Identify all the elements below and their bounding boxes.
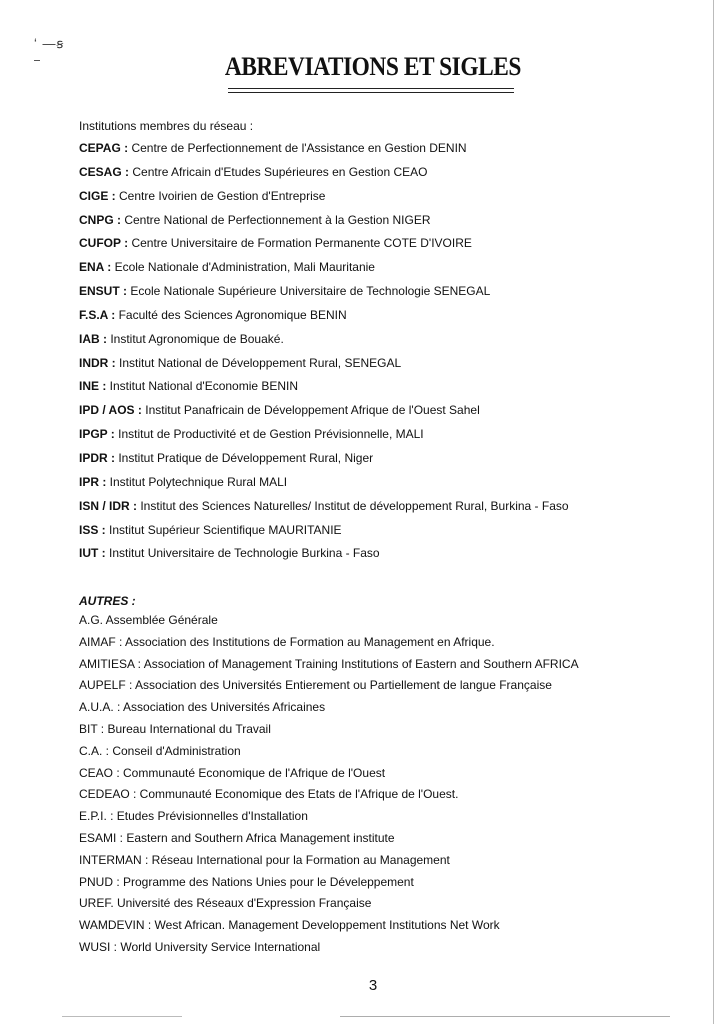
member-entry: [79, 522, 699, 546]
scan-artifact: ʻ —ꞩ: [34, 36, 65, 51]
scan-artifact-bottom-right: [340, 1016, 670, 1017]
member-description: Institut de Productivité et de Gestion Prévisionnelle, MALI: [114, 427, 424, 442]
member-abbreviation: CUFOP :: [79, 236, 129, 251]
other-entry: WAMDEVIN : West African. Management Developpement Institutions Net Work: [79, 918, 500, 933]
others-list: [79, 612, 699, 961]
member-description: Ecole Nationale d'Administration, Mali Mauritanie: [111, 260, 375, 275]
other-entry: INTERMAN : Réseau International pour la Formation au Management: [79, 852, 450, 867]
member-description: Institut Pratique de Développement Rural, Niger: [115, 450, 374, 465]
member-abbreviation: IUT :: [79, 546, 106, 561]
member-description: Centre de Perfectionnement de l'Assistance en Gestion DENIN: [128, 141, 467, 155]
member-abbreviation: INDR :: [79, 355, 116, 370]
member-abbreviation: IPDR :: [79, 450, 115, 465]
member-entry: [79, 188, 699, 212]
other-entry: AMITIESA : Association of Management Training Institutions of Eastern and Southern AFRICA: [79, 656, 579, 671]
other-entry: E.P.I. : Etudes Prévisionnelles d'Installation: [79, 809, 308, 824]
member-abbreviation: ISS :: [79, 522, 106, 537]
member-entry: [79, 402, 699, 426]
others-heading: AUTRES :: [79, 594, 136, 608]
page-title: ABREVIATIONS ET SIGLES: [224, 52, 521, 81]
other-entry: WUSI : World University Service International: [79, 939, 321, 954]
member-entry: [79, 378, 699, 402]
member-abbreviation: IAB :: [79, 331, 107, 346]
member-abbreviation: IPD / AOS :: [79, 403, 142, 418]
page-edge: [713, 0, 714, 1024]
member-entry: [79, 355, 699, 379]
other-entry: A.G. Assemblée Générale: [79, 613, 218, 627]
member-entry: [79, 426, 699, 450]
members-list: [79, 140, 699, 569]
other-entry: CEAO : Communauté Economique de l'Afrique de l'Ouest: [79, 765, 386, 780]
member-entry: [79, 331, 699, 355]
other-entry: C.A. : Conseil d'Administration: [79, 743, 241, 758]
member-abbreviation: ENA :: [79, 260, 112, 275]
member-description: Institut National d'Economie BENIN: [106, 379, 299, 394]
member-abbreviation: CEPAG :: [79, 141, 129, 155]
member-abbreviation: CNPG :: [79, 212, 121, 227]
other-entry: PNUD : Programme des Nations Unies pour le Déveleppement: [79, 874, 414, 889]
member-entry: [79, 164, 699, 188]
page-number: 3: [368, 977, 378, 994]
member-entry: [79, 283, 699, 307]
member-abbreviation: IPGP :: [79, 427, 115, 442]
member-abbreviation: ENSUT :: [79, 284, 127, 299]
member-entry: [79, 212, 699, 236]
member-description: Centre Ivoirien de Gestion d'Entreprise: [115, 188, 326, 203]
member-entry: [79, 498, 699, 522]
other-entry: AUPELF : Association des Universités Entierement ou Partiellement de langue Française: [79, 678, 552, 693]
other-entry: BIT : Bureau International du Travail: [79, 721, 271, 736]
member-description: Institut Supérieur Scientifique MAURITANIE: [105, 522, 342, 537]
member-abbreviation: CESAG :: [79, 164, 130, 179]
title-underline-bottom: [228, 92, 514, 93]
others-section: [79, 593, 699, 961]
member-entry: [79, 307, 699, 331]
members-section: [79, 118, 699, 569]
member-description: Faculté des Sciences Agronomique BENIN: [115, 307, 347, 322]
member-description: Institut Polytechnique Rural MALI: [106, 474, 288, 489]
member-entry: [79, 474, 699, 498]
member-description: Institut Panafricain de Développement Afrique de l'Ouest Sahel: [141, 403, 480, 418]
member-description: Ecole Nationale Supérieure Universitaire de Technologie SENEGAL: [127, 284, 491, 299]
other-entry: ESAMI : Eastern and Southern Africa Management institute: [79, 830, 395, 845]
title-underline-top: [228, 88, 514, 89]
member-abbreviation: INE :: [79, 379, 107, 394]
member-entry: [79, 140, 699, 164]
member-description: Institut National de Développement Rural, SENEGAL: [115, 355, 402, 370]
member-abbreviation: F.S.A :: [79, 307, 116, 322]
member-entry: [79, 545, 699, 569]
other-entry: A.U.A. : Association des Universités Africaines: [79, 700, 326, 715]
member-description: Institut Agronomique de Bouaké.: [107, 331, 284, 346]
member-description: Centre Universitaire de Formation Permanente COTE D'IVOIRE: [128, 236, 472, 251]
member-abbreviation: CIGE :: [79, 188, 116, 203]
member-description: Institut des Sciences Naturelles/ Institut de développement Rural, Burkina - Faso: [137, 498, 569, 513]
other-entry: CEDEAO : Communauté Economique des Etats de l'Afrique de l'Ouest.: [79, 787, 459, 802]
member-abbreviation: IPR :: [79, 474, 107, 489]
scan-artifact-bottom-left: [62, 1016, 182, 1017]
member-abbreviation: ISN / IDR :: [79, 498, 138, 513]
member-entry: [79, 235, 699, 259]
member-entry: [79, 259, 699, 283]
member-description: Institut Universitaire de Technologie Burkina - Faso: [105, 546, 380, 561]
member-entry: [79, 450, 699, 474]
members-heading: Institutions membres du réseau :: [79, 119, 254, 133]
member-description: Centre National de Perfectionnement à la Gestion NIGER: [121, 212, 431, 227]
other-entry: AIMAF : Association des Institutions de Formation au Management en Afrique.: [79, 634, 495, 649]
member-description: Centre Africain d'Etudes Supérieures en Gestion CEAO: [129, 164, 428, 179]
other-entry: UREF. Université des Réseaux d'Expression Française: [79, 896, 372, 911]
